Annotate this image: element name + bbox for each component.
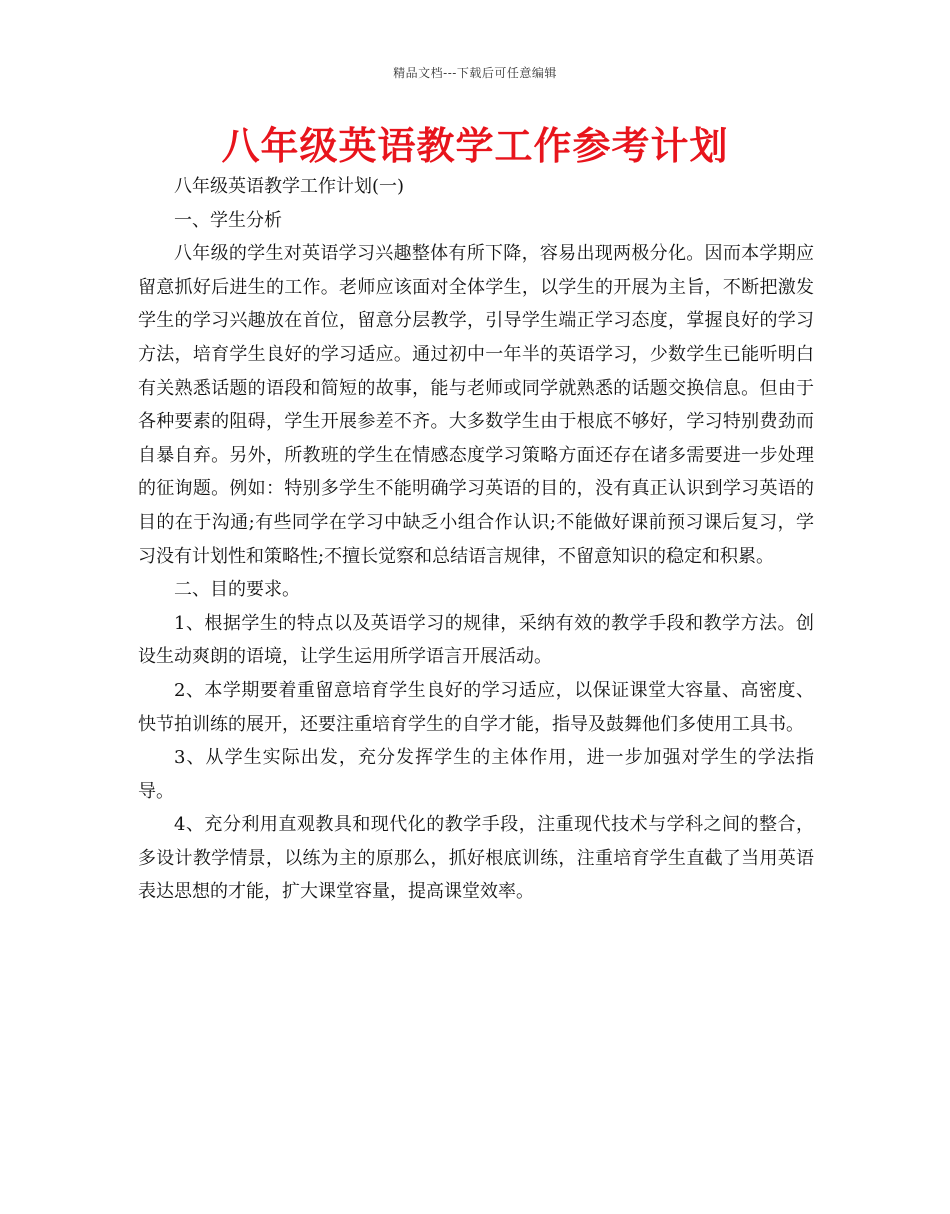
goal-item-4: 4、充分利用直观教具和现代化的教学手段，注重现代技术与学科之间的整合，多设计教学情景，以练为主的原那么，抓好根底训练，注重培育学生直截了当用英语表达思想的才能，扩大课堂容量，提高课堂效率。 bbox=[138, 814, 814, 903]
goal-item-2: 2、本学期要着重留意培育学生良好的学习适应，以保证课堂大容量、高密度、快节拍训练的展开，还要注重培育学生的自学才能，指导及鼓舞他们多使用工具书。 bbox=[138, 679, 814, 735]
body-paragraph: 八年级的学生对英语学习兴趣整体有所下降，容易出现两极分化。因而本学期应留意抓好后进生的工作。老师应该面对全体学生，以学生的开展为主旨，不断把激发学生的学习兴趣放在首位，留意分层教学，引导学生端正学习态度，掌握良好的学习方法，培育学生良好的学习适应。通过初中一年半的英语学习，少数学生已能听明白有关熟悉话题的语段和简短的故事，能与老师或同学就熟悉的话题交换信息。但由于各种要素的阻碍，学生开展参差不齐。大多数学生由于根底不够好，学习特别费劲而自暴自弃。另外，所教班的学生在情感态度学习策略方面还存在诸多需要进一步处理的征询题。例如：特别多学生不能明确学习英语的目的，没有真正认识到学习英语的目的在于沟通;有些同学在学习中缺乏小组合作认识;不能做好课前预习课后复习，学习没有计划性和策略性;不擅长觉察和总结语言规律，不留意知识的稳定和积累。 bbox=[138, 243, 814, 567]
document-body bbox=[138, 170, 814, 909]
section-heading-goals: 二、目的要求。 bbox=[174, 579, 300, 601]
goal-item-3: 3、从学生实际出发，充分发挥学生的主体作用，进一步加强对学生的学法指导。 bbox=[138, 747, 814, 802]
subtitle-paragraph: 八年级英语教学工作计划(一) bbox=[174, 176, 405, 197]
document-title: 八年级英语教学工作参考计划 bbox=[221, 123, 729, 168]
section-heading-student-analysis: 一、学生分析 bbox=[174, 209, 282, 231]
goal-item-1: 1、根据学生的特点以及英语学习的规律，采纳有效的教学手段和教学方法。创设生动爽朗的语境，让学生运用所学语言开展活动。 bbox=[138, 612, 814, 668]
page-header: 精品文档---下载后可任意编辑 bbox=[393, 66, 557, 80]
